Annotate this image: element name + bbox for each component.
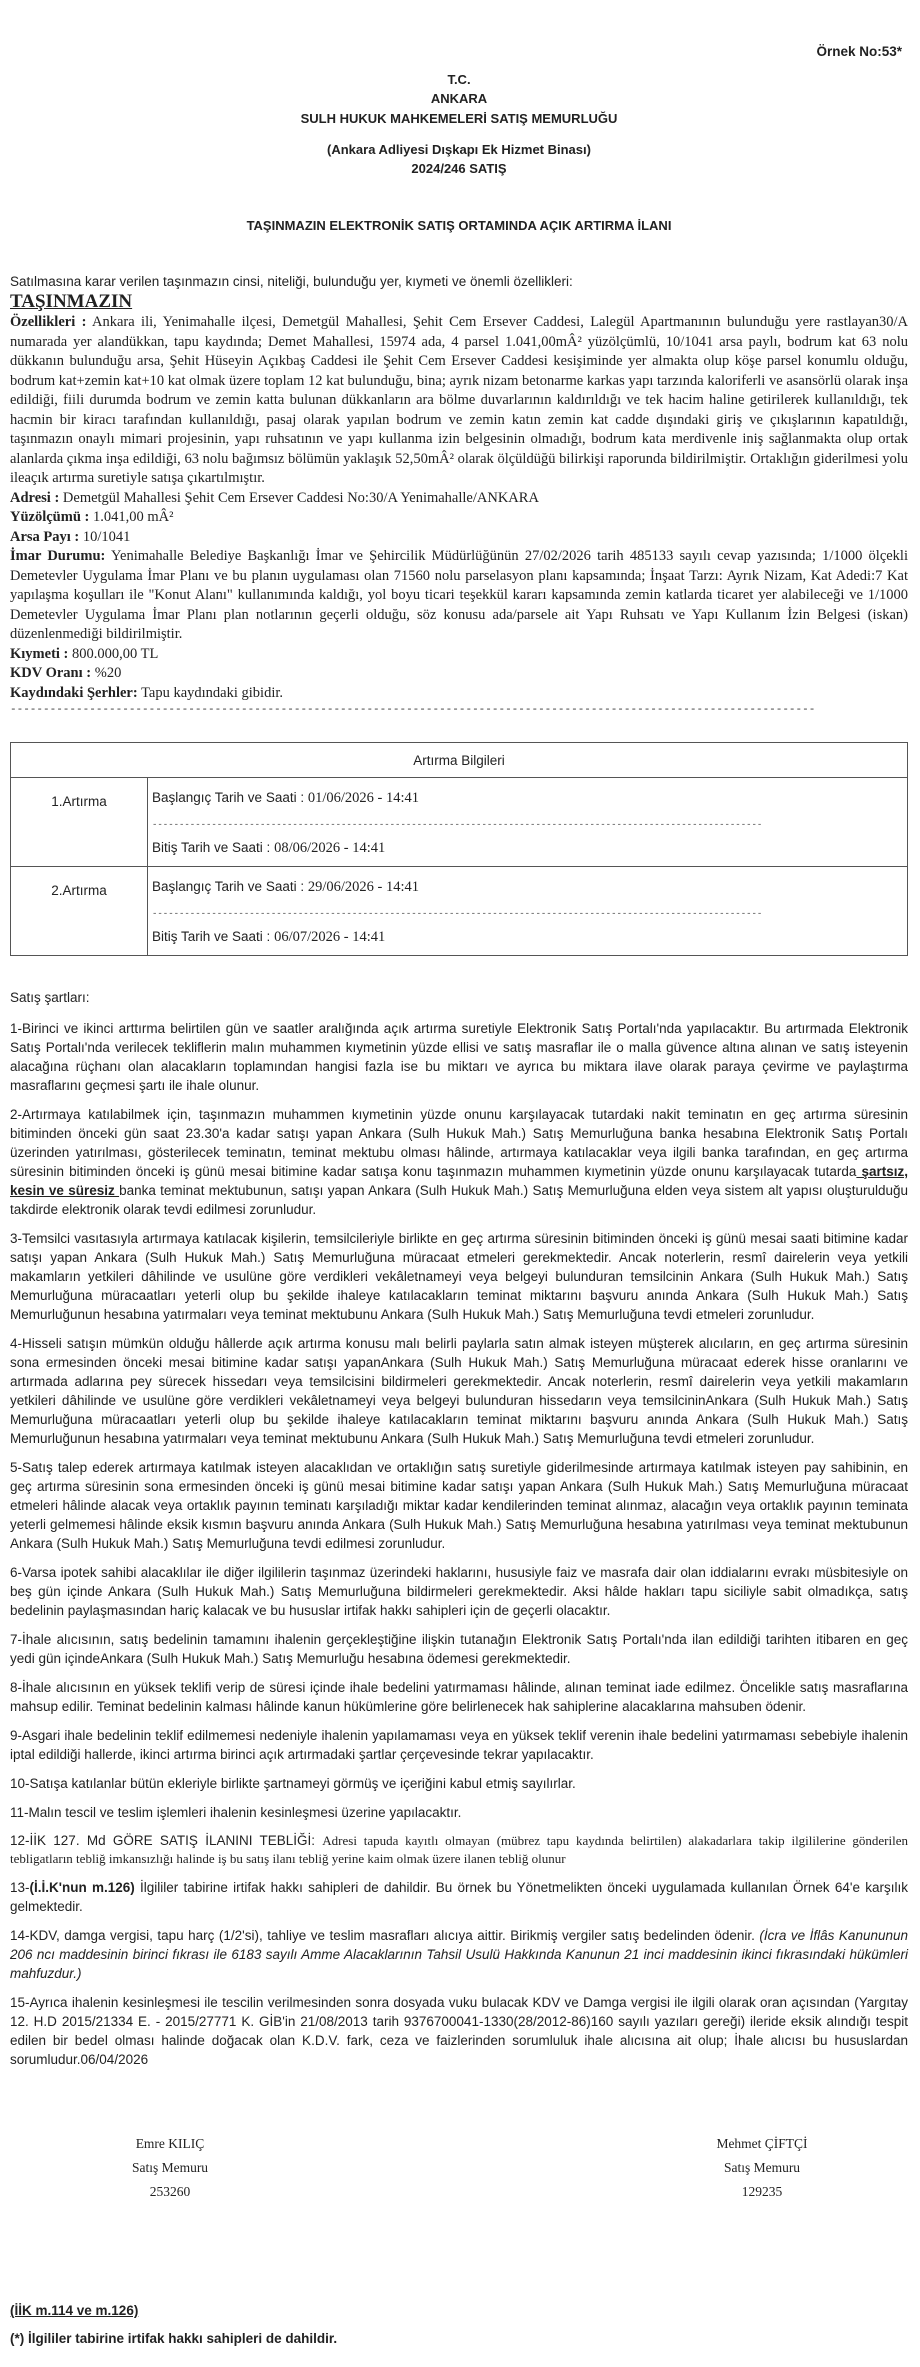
auction-table-caption-row — [11, 743, 908, 778]
signer-number: 253260 — [149, 2184, 191, 2199]
header-tc: T.C. — [447, 72, 471, 87]
auction-row — [11, 867, 908, 956]
condition-14 — [10, 1926, 908, 1983]
signature-block — [662, 2132, 862, 2204]
auction-row-label: 1.Artırma — [11, 778, 148, 867]
property-description — [10, 272, 908, 717]
ornek-number: Örnek No:53* — [816, 44, 902, 59]
imar-text: Yenimahalle Belediye Başkanlığı İmar ve Şehircilik Müdürlüğünün 27/02/2026 tarih 485133 sayılı cevap yazısında; 1/1000 ölçekli Demetevler Uygulama İmar Planı ve bu planın uygulaması olan 71560 nolu parselasyon planı kapsamında; İnşaat Tarzı: Ayrık Nizam, Kat Adedi:7 Kat yapılaşma koşulları ile "Konut Alanı" kullanımında kaldığı, yol boyu ticari teşekkül kararı kapsamında zemin katlarda ticaret yer alabileceği ve 1/1000 Demetevler Uygulama İmar Planı plan notlarının geçerli olduğu, söz konusu ada/parsele ait Yapı Ruhsatı ve Yapı Kullanım İzin Belgesi (iskan) düzenlenmediği bildirilmiştir. — [10, 548, 908, 642]
adresi-text: Demetgül Mahallesi Şehit Cem Ersever Caddesi No:30/A Yenimahalle/ANKARA — [59, 489, 539, 506]
imar-label: İmar Durumu: — [10, 548, 106, 564]
condition-8: 8-İhale alıcısının en yüksek teklifi verip de süresi içinde ihale bedelini yatırmaması hâlinde, alınan teminat iade edilmez. Öncelikle satış masraflarına mahsup edilir. Teminat bedelinin kalması hâlinde kanun hükümlerine göre belirlenecek hak sahiplerine alacaklarına mahsuben ödenir. — [10, 1680, 908, 1714]
condition-7: 7-İhale alıcısının, satış bedelinin tamamını ihalenin gerçekleştiğine ilişkin tutanağın Elektronik Satış Portalı'nda ilan edildiği tarihten itibaren en geç yedi gün içindeAnkara (Sulh Hukuk Mah.) Satış Memurluğu hesabına ödemesi gerekmektedir. — [10, 1632, 908, 1666]
condition-2-text-b: banka teminat mektubunun, satışı yapan Ankara (Sulh Hukuk Mah.) Satış Memurluğuna elden veya sistem alt yapısı oluşturulduğu takdirde elektronik olarak tevdi edilmesi zorunludur. — [10, 1183, 908, 1217]
end-value: 06/07/2026 - 14:41 — [274, 929, 386, 945]
description-lead: Satılmasına karar verilen taşınmazın cinsi, niteliği, bulunduğu yer, kıymeti ve önemli özellikleri: — [10, 274, 573, 289]
start-datetime — [152, 877, 903, 897]
row-divider: ----------------------------------------------------------------------------------------------------------------- — [152, 909, 763, 919]
row-divider: ----------------------------------------------------------------------------------------------------------------- — [152, 820, 763, 830]
condition-11: 11-Malın tescil ve teslim işlemleri ihalenin kesinleşmesi üzerine yapılacaktır. — [10, 1805, 462, 1820]
adresi-label: Adresi : — [10, 489, 60, 506]
auction-row — [11, 778, 908, 867]
condition-2-emphasis: şartsız, kesin ve süresiz — [10, 1164, 908, 1198]
end-datetime — [152, 927, 903, 947]
condition-1: 1-Birinci ve ikinci arttırma belirtilen gün ve saatler aralığında açık artırma suretiyle Elektronik Satış Portalı'nda yapılacaktır. Bu artırmada Elektronik Satış Portalı'nda verilecek tekliflerin malın muhammen kıymetinin yüzde ellisi ve satış masraflar ile o malla güvence altına alınan ve satış isteyenin alacağına rüçhanı olan alacakların toplamından hangisi fazla ise bu miktarı ve ayrıca bu miktara ilave olarak paraya çevirme ve paylaştırma masraflarını geçmesi şartı ile ihale olunur. — [10, 1021, 908, 1093]
condition-13-ref: (İ.İ.K'nun m.126) — [29, 1880, 135, 1895]
serhler-line — [10, 684, 908, 704]
kiymeti-text: 800.000,00 TL — [68, 645, 159, 662]
end-datetime — [152, 838, 903, 858]
condition-12 — [10, 1832, 908, 1868]
footer-reference: (İİK m.114 ve m.126) — [10, 2303, 139, 2318]
kiymeti-label: Kıymeti : — [10, 645, 69, 662]
condition-2-text-a: 2-Artırmaya katılabilmek için, taşınmazın muhammen kıymetinin yüzde onunu karşılayacak tutardaki nakit teminatın en geç artırma süresinin bitiminden önceki gün saat 23.30'a kadar satışı yapan Ankara (Sulh Hukuk Mah.) Satış Memurluğuna banka hesabına Elektronik Satış Portalı üzerinden yatırılması, gösterilecek teminatın, teminat mektubu olması hâlinde, artırmaya katılacaklar veya ilgili banka tarafından, en geç artırma süresinin bitiminden önceki iş günü mesai bitimine kadar satışa konu taşınmazın muhammen kıymetinin yüzde onunu karşılayacak tutarda — [10, 1107, 908, 1179]
sale-conditions — [10, 988, 908, 2079]
condition-12-heading: 12-İİK 127. Md GÖRE SATIŞ İLANINI TEBLİĞİ: — [10, 1833, 323, 1848]
auction-table-caption: Artırma Bilgileri — [11, 743, 908, 778]
condition-15: 15-Ayrıca ihalenin kesinleşmesi ile tescilin verilmesinden sonra dosyada vuku bulacak KDV ve Damga vergisi ile ilgili olarak oran açısından (Yargıtay 12. H.D 2015/21334 E. - 2015/27771 K. GİB'in 21/08/2013 tarih 9376700041-1330(28/2012-86)160 sayılı yazıları gereği) ileride eksik alındığı tespit edilen bir bedel olması halinde doğacak olan K.D.V. fark, ceza ve faizlerinden sorumluluk ihale alıcısına ait olup; İhale alıcısı bu hususlardan sorumludur.06/04/2026 — [10, 1995, 908, 2067]
arsa-payi-label: Arsa Payı : — [10, 528, 80, 545]
kdv-line — [10, 664, 908, 684]
signer-title: Satış Memuru — [131, 2160, 209, 2175]
condition-9: 9-Asgari ihale bedelinin teklif edilmemesi nedeniyle ihalenin yapılamaması veya en yüksek teklif verenin ihale bedelini yatırmaması sebebiyle ihalenin iptal edildiği hallerde, ikinci artırma birinci açık artırmadaki şartlar çerçevesinde tekrar yapılacaktır. — [10, 1728, 908, 1762]
announcement-title: TAŞINMAZIN ELEKTRONİK SATIŞ ORTAMINDA AÇIK ARTIRMA İLANI — [246, 218, 672, 233]
yuzolcumu-text: 1.041,00 mÂ² — [89, 509, 174, 525]
signer-number: 129235 — [741, 2184, 783, 2199]
condition-10: 10-Satışa katılanlar bütün ekleriyle birlikte şartnameyi görmüş ve içeriğini kabul etmiş sayılırlar. — [10, 1776, 576, 1791]
condition-5: 5-Satış talep ederek artırmaya katılmak isteyen alacaklıdan ve ortaklığın satış suretiyle giderilmesinde artırmaya katılmak isteyen pay sahibinin, en geç artırma süresinin sona ermesinden önceki iş günü mesai bitimine kadar satışı yapan Ankara (Sulh Hukuk Mah.) Satış Memurluğuna müracaat etmeleri hâlinde alacak veya ortaklık payının teminatı karşıladığı miktar kadar kendilerinden teminat alınmaz, alacağın veya ortaklık payının teminata yeterli gelmemesi hâlinde eksik kısmın başvuru anında Ankara (Sulh Hukuk Mah.) Satış Memurluğuna hesabına yatırılması veya teminat mektubunun Ankara (Sulh Hukuk Mah.) Satış Memurluğuna tevdi edilmesi zorunludur. — [10, 1460, 908, 1551]
start-label: Başlangıç Tarih ve Saati : — [152, 790, 308, 805]
yuzolcumu-label: Yüzölçümü : — [10, 509, 90, 525]
condition-6: 6-Varsa ipotek sahibi alacaklılar ile diğer ilgililerin taşınmaz üzerindeki haklarını, hususiyle faiz ve masrafa dair olan iddialarını evrakı müsbitesiyle on beş gün içinde Ankara (Sulh Hukuk Mah.) Satış Memurluğuna bildirmeleri gerekmektedir. Aksi hâlde hakları tapu siciliyle sabit olmadıkça, satış bedelinin paylaşmasından hariç kalacak ve bu hususlar irtifak hakkı sahipleri için de geçerli olacaktır. — [10, 1565, 908, 1618]
footer-note: (*) İlgililer tabirine irtifak hakkı sahipleri de dahildir. — [10, 2331, 338, 2346]
header-building: (Ankara Adliyesi Dışkapı Ek Hizmet Binası) — [327, 142, 591, 157]
end-label: Bitiş Tarih ve Saati : — [152, 840, 275, 855]
auction-table — [10, 742, 908, 956]
signer-name: Emre KILIÇ — [135, 2136, 205, 2151]
header-office: SULH HUKUK MAHKEMELERİ SATIŞ MEMURLUĞU — [300, 111, 618, 126]
start-value: 29/06/2026 - 14:41 — [307, 879, 420, 895]
ozellikleri-text: Ankara ili, Yenimahalle ilçesi, Demetgül Mahallesi, Şehit Cem Ersever Caddesi, Lalegül Apartmanının bulunduğu yere rastlayan30/A numarada yer alandükkan, tapu kaydında; Demet Mahallesi, 15974 ada, 4 parsel 1.041,00mÂ² yüzölçümlü, 10/1041 arsa paylı, bodrum kat 63 nolu dükkanın bulunduğu arsa, Şehit Hüseyin Açıkbaş Caddesi ile Şehit Cem Ersever Caddesi kesişiminde yer almakta olup köşe parsel konumlu olduğu, bodrum kat+zemin kat+10 kat olmak üzere toplam 12 kat bulunduğu, bina; ayrık nizam betonarme karkas yapı tarzında kaloriferli ve asansörlü olarak inşa edildiği, fiili durumda bodrum ve zemin katta bulunan dükkanların ara bölme duvarlarının kaldırıldığı ve tek hacim haline getirilerek kullanıldığı, tek hacmin bir kiracı tarafından kullanıldığı, pasaj olarak yapılan bodrum ve zemin katın zemin kat cadde dışındaki giriş ve çıkışlarının kapatıldığı, taşınmazın onaylı mimari projesinin, yapı ruhsatının ve yapı kullanma izin belgesinin olmadığı, bodrum kata merdivenle iniş sağlanmakta olup ortak alanlarda çıkma inşa edildiği, 63 nolu bağımsız bölümün yaklaşık 52,50mÂ² olarak ölçüldüğü bilirkişi raporunda bildirilmiştir. Ortaklığın giderilmesi yolu ileaçık artırma suretiyle satışa çıkartılmıştır. — [10, 314, 909, 486]
serhler-label: Kaydındaki Şerhler: — [10, 684, 138, 701]
auction-row-label: 2.Artırma — [11, 867, 148, 956]
condition-12-text: Adresi tapuda kayıtlı olmayan (mübrez tapu kaydında belirtilen) alakadarlara takip ilgililerine gönderilen tebligatların tebliğ imkansızlığı halinde iş bu satış ilanı tebliğ yerine kaim olmak üzere ilanen tebliğ olunur — [10, 1833, 908, 1866]
signature-block — [70, 2132, 270, 2204]
kdv-label: KDV Oranı : — [10, 665, 92, 681]
kiymeti-line — [10, 645, 908, 665]
divider: -------------------------------------------------------------------------------------------------------------------------- — [10, 704, 816, 716]
auction-row-dates — [148, 778, 908, 867]
start-label: Başlangıç Tarih ve Saati : — [152, 879, 308, 894]
signer-name: Mehmet ÇİFTÇİ — [716, 2136, 808, 2151]
end-value: 08/06/2026 - 14:41 — [274, 840, 386, 856]
section-heading: TAŞINMAZIN — [10, 291, 133, 312]
header-city: ANKARA — [430, 91, 488, 106]
condition-13-number: 13- — [10, 1880, 30, 1895]
condition-14-text: 14-KDV, damga vergisi, tapu harç (1/2'si), tahliye ve teslim masrafları alıcıya aittir. Birikmiş vergiler satış bedelinden ödenir. — [10, 1928, 760, 1943]
conditions-title: Satış şartları: — [10, 990, 90, 1005]
ozellikleri-label: Özellikleri : — [10, 314, 87, 330]
signer-title: Satış Memuru — [723, 2160, 801, 2175]
end-label: Bitiş Tarih ve Saati : — [152, 929, 275, 944]
condition-13 — [10, 1878, 908, 1916]
start-value: 01/06/2026 - 14:41 — [307, 790, 420, 806]
kdv-text: %20 — [91, 665, 122, 681]
ozellikleri-paragraph — [10, 313, 908, 489]
auction-row-dates — [148, 867, 908, 956]
yuzolcumu-line — [10, 508, 908, 528]
condition-13-text: İlgililer tabirine irtifak hakkı sahipleri de dahildir. Bu örnek bu Yönetmelikten önceki uygulamada kullanılan Örnek 64'e karşılık gelmektedir. — [10, 1880, 908, 1914]
header-file-number: 2024/246 SATIŞ — [411, 161, 507, 176]
serhler-text: Tapu kaydındaki gibidir. — [137, 684, 284, 701]
start-datetime — [152, 788, 903, 808]
arsa-payi-text: 10/1041 — [79, 528, 131, 545]
condition-2 — [10, 1105, 908, 1219]
imar-durumu-paragraph — [10, 547, 908, 645]
condition-4: 4-Hisseli satışın mümkün olduğu hâllerde açık artırma konusu malı belirli paylarla satın almak isteyen müşterek alıcıların, en geç artırma süresinin sona ermesinden önceki mesai bitimine kadar satışı yapanAnkara (Sulh Hukuk Mah.) Satış Memurluğuna müracaat ederek hisse oranlarını ve artırmada adlarına pey sürecek hissedarı veya temsilcisini bildirmeleri gerekmektedir. Ancak noterlerin, resmî dairelerin veya yetkili makamların yetkileri dâhilinde ve usulüne göre verdikleri vekâletnameyi veya belgeyi bulunduran hissedarın veya temsilcininAnkara (Sulh Hukuk Mah.) Satış Memurluğuna müracaatları yeterli olup bu şekilde ihaleye katılacakların teminat miktarını başvuru anında Ankara (Sulh Hukuk Mah.) Satış Memurluğunun hesabına yatırmaları veya teminat mektubunu Ankara (Sulh Hukuk Mah.) Satış Memurluğuna tevdi etmeleri zorunludur. — [10, 1336, 908, 1446]
condition-14-note: (İcra ve İflâs Kanununun 206 ncı maddesinin birinci fıkrası ile 6183 sayılı Amme Alacaklarının Tahsil Usulü Hakkında Kanunun 21 inci maddesinin ikinci fıkrasındaki hükümleri mahfuzdur.) — [10, 1928, 908, 1981]
adresi-line — [10, 489, 908, 509]
condition-3: 3-Temsilci vasıtasıyla artırmaya katılacak kişilerin, temsilcileriyle birlikte en geç artırma süresinin bitiminden önceki iş günü mesai saati bitimine kadar satışı yapan Ankara (Sulh Hukuk Mah.) Satış Memurluğuna müracaat etmeleri gerekmektedir. Ancak noterlerin, resmî dairelerin veya yetkili makamların yetkileri dâhilinde ve usulüne göre verdikleri vekâletnameyi veya belgeyi bulunduran temsilcinin Ankara (Sulh Hukuk Mah.) Satış Memurluğuna müracaatları yeterli olup bu şekilde ihaleye katılacakların teminat miktarını başvuru anında Ankara (Sulh Hukuk Mah.) Satış Memurluğunun hesabına yatırmaları veya teminat mektubunu Ankara (Sulh Hukuk Mah.) Satış Memurluğuna tevdi etmeleri zorunludur. — [10, 1231, 908, 1322]
arsa-payi-line — [10, 528, 908, 548]
